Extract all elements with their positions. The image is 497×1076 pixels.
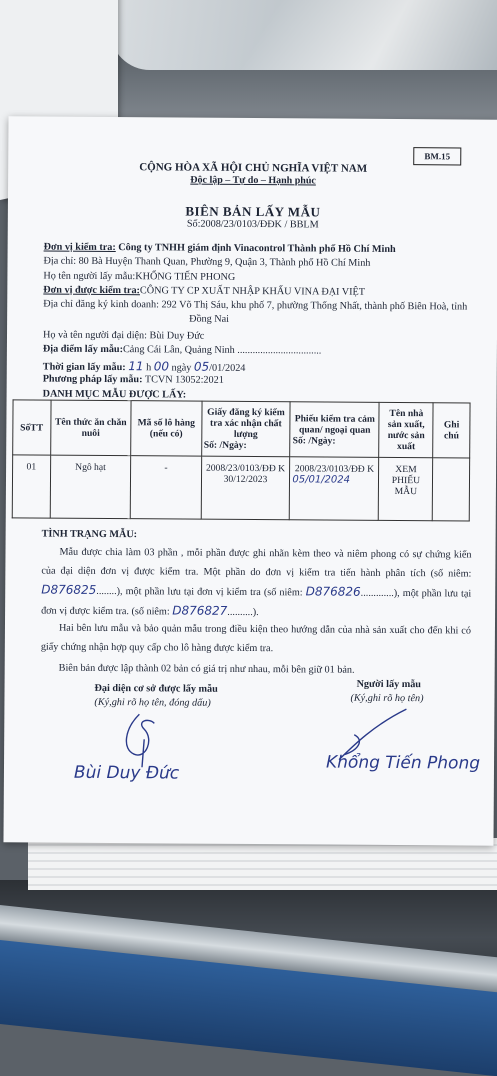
sampler-name: Họ tên người lấy mẫu:KHỔNG TIẾN PHONG: [43, 270, 236, 283]
document-title: BIÊN BẢN LẤY MẪU: [185, 203, 321, 220]
status-text-a: Mẫu được chia làm 03 phần , mỗi phần được ghi nhãn kèm theo và niêm phong có sự chứng kiến của đại diện đơn vị được kiểm tra. Một phần do đơn vị kiểm tra tiến hành phân tích (số niêm:: [41, 546, 472, 580]
sampling-method-value: TCVN 13052:2021: [144, 374, 224, 386]
right-signer-name: Khổng Tiến Phong: [325, 752, 481, 774]
sampling-day: 05: [193, 359, 210, 374]
cell-stt: 01: [12, 455, 50, 518]
seal-number-3: D876827: [172, 603, 228, 618]
sampling-method: [43, 374, 224, 386]
table-header-row: [13, 400, 470, 458]
left-signer-name: Bùi Duy Đức: [73, 762, 180, 784]
cell-inspection-number: 2008/23/0103/ĐĐ K: [294, 463, 375, 475]
sampling-hour: 11: [128, 359, 144, 374]
left-signature-title: Đại diện cơ sở được lấy mẫu: [94, 682, 218, 695]
status-text-b: ........), một phần lưu tại đơn vị kiểm tra (số niêm:: [96, 585, 303, 599]
inspecting-unit: [44, 242, 396, 255]
sampling-location-label: Địa điểm lấy mẫu:: [42, 343, 124, 356]
sampling-location-value: Cảng Cái Lân, Quảng Ninh .................................: [122, 344, 322, 357]
cell-inspection: [290, 457, 380, 521]
col-header-feed-name: Tên thức ăn chăn nuôi: [50, 400, 131, 456]
sampling-location: [43, 344, 322, 357]
representative-name: Họ và tên người đại diện: Bùi Duy Đức: [42, 329, 205, 342]
inspected-unit: [43, 285, 365, 298]
inspecting-unit-value: Công ty TNHH giám định Vinacontrol Thành phố Hồ Chí Minh: [118, 242, 396, 256]
status-paragraph-1: [41, 543, 472, 624]
col-header-inspection-title: Phiếu kiểm tra cảm quan/ ngoại quan: [294, 412, 375, 436]
col-header-inspection: [290, 402, 379, 458]
left-signature-mark: [114, 709, 174, 769]
paper-stack: [28, 838, 497, 890]
seal-number-1: D876825: [41, 582, 97, 597]
sampling-day-text: ngày: [171, 362, 192, 374]
national-motto: Độc lập – Tự do – Hạnh phúc: [190, 174, 316, 187]
col-header-registration: [201, 401, 290, 457]
status-text-d: ..........).: [227, 606, 259, 619]
cell-manufacturer: XEM PHIẾU MẪU: [379, 457, 433, 520]
sample-items-table: [12, 399, 471, 521]
items-heading: DANH MỤC MẪU ĐƯỢC LẤY:: [42, 388, 187, 401]
business-address-line1: Địa chỉ đăng ký kinh doanh: 292 Võ Thị Sáu, khu phố 7, phường Thống Nhất, thành phố Biên Hoà, tỉnh: [43, 298, 468, 313]
inspected-unit-value: CÔNG TY CP XUẤT NHẬP KHẨU VINA ĐẠI VIỆT: [139, 285, 366, 298]
form-code-box: BM.15: [413, 147, 461, 165]
sampling-hour-unit: h: [146, 362, 152, 374]
cell-inspection-date: 05/01/2024: [292, 474, 351, 486]
status-paragraph-3: Biên bản được lập thành 02 bản có giá trị như nhau, mỗi bên giữ 01 bản.: [58, 662, 355, 676]
business-address-line2: Đồng Nai: [189, 313, 230, 325]
col-header-lot-code: Mã số lô hàng (nếu có): [131, 401, 202, 456]
col-header-note: Ghi chú: [433, 403, 470, 458]
seal-number-2: D876826: [305, 584, 361, 599]
sampling-method-label: Phương pháp lấy mẫu:: [42, 373, 143, 386]
status-heading: TÌNH TRẠNG MẪU:: [41, 528, 138, 541]
right-signature-title: Người lấy mẫu: [356, 678, 422, 691]
col-header-manufacturer: Tên nhà sản xuất, nước sản xuất: [379, 402, 433, 457]
status-paragraph-2: Hai bên lưu mẫu và bảo quản mẫu trong điều kiện theo hướng dẫn của nhà sản xuất cho đến khi có giấy chứng nhận hợp quy cấp cho lô hàng được kiểm tra.: [40, 622, 471, 655]
status-text-c: .............), một phần lưu tại đơn vị được kiểm tra. (số niêm:: [41, 587, 472, 618]
col-header-stt: SốTT: [13, 400, 51, 455]
sampling-minute: 00: [153, 359, 170, 374]
left-signature-note: (Ký,ghi rõ họ tên, đóng dấu): [94, 696, 211, 709]
document-number: Số:2008/23/0103/ĐĐK / BBLM: [186, 218, 319, 231]
col-header-registration-sub: Số: /Ngày:: [203, 439, 247, 451]
inspecting-address: Địa chỉ: 80 Bà Huyện Thanh Quan, Phường 9, Quận 3, Thành phố Hồ Chí Minh: [43, 255, 371, 269]
table-row: [12, 455, 469, 521]
plastic-bag: [110, 0, 497, 70]
sampling-time-label: Thời gian lấy mẫu:: [42, 361, 126, 374]
sampling-record-document: [3, 116, 497, 845]
cell-note: [433, 458, 470, 521]
inspected-unit-label: Đơn vị được kiểm tra:: [43, 284, 140, 297]
col-header-inspection-sub: Số: /Ngày:: [292, 434, 336, 447]
col-header-registration-title: Giấy đăng ký kiểm tra xác nhận chất lượng: [207, 406, 285, 441]
right-signature-note: (Ký,ghi rõ họ tên): [350, 692, 424, 705]
cell-feed-name: Ngô hạt: [50, 455, 131, 519]
sampling-month-year: /01/2024: [209, 362, 246, 374]
cell-registration: 2008/23/0103/ĐĐ K 30/12/2023: [201, 456, 290, 520]
national-title: CỘNG HÒA XÃ HỘI CHỦ NGHĨA VIỆT NAM: [139, 161, 368, 175]
inspecting-unit-label: Đơn vị kiểm tra:: [43, 241, 116, 254]
sampling-time: [43, 359, 246, 374]
cell-lot-code: -: [130, 456, 201, 519]
